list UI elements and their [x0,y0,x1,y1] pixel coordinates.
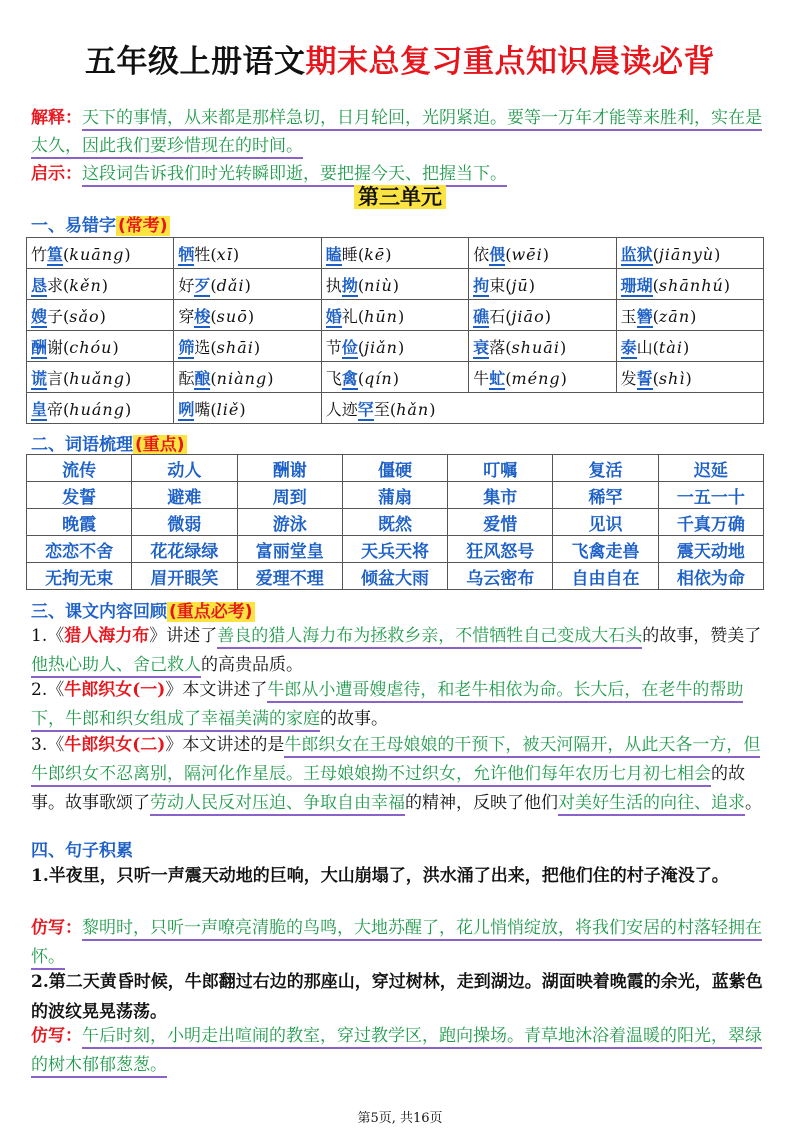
paren: ( [652,275,659,295]
paren: ( [505,244,512,264]
vocabulary-word: 微弱 [132,509,237,536]
table-cell [469,300,616,331]
table-cell [469,269,616,300]
paren: ) [560,368,567,388]
vocabulary-word: 千真万确 [658,509,763,536]
highlight-character: 衰 [473,337,490,357]
table-row [27,331,764,362]
table-cell [174,331,321,362]
char-suffix: 谢 [47,337,64,357]
char-suffix: 礼 [341,306,358,326]
vocabulary-word: 复活 [553,455,658,482]
page-title [0,36,800,81]
highlight-character: 虻 [489,368,506,388]
pinyin: kěn [69,275,102,295]
misspelled-characters-table [26,237,764,424]
vocabulary-word: 自由自在 [553,563,658,590]
paren: ) [124,399,132,419]
section-3-tag: (重点必考) [169,602,253,622]
explanation-paragraph: 解释：天下的事情，从来都是那样急切，日月轮回，光阴紧迫。要等一万年才能等来胜利，实在是太久，因此我们要珍惜现在的时间。 [31,104,776,160]
sentence-1: 1.半夜里，只听一声震天动地的巨响，大山崩塌了，洪水涌了出来，把他们住的村子淹没了。 [31,866,729,886]
paren: ) [112,337,119,357]
imitation-label: 仿写 [31,1026,65,1046]
paren: ) [685,368,692,388]
pinyin: dǎi [216,275,245,295]
lesson-name: 牛郎织女(一) [64,680,166,700]
vocabulary-word: 叮嘱 [448,455,553,482]
paren: ( [652,244,659,264]
char-prefix: 人迹 [325,399,358,419]
table-cell [174,393,321,424]
table-cell [321,300,468,331]
highlight-character: 泰 [620,337,637,357]
pinyin: hǎn [396,399,430,419]
highlight-character: 梭 [194,306,211,326]
table-cell [27,300,174,331]
paren: ) [392,368,399,388]
title-part-red: 期末总复习重点知识晨读必背 [305,44,715,80]
highlight-character: 皇 [31,399,48,419]
table-cell [616,362,763,393]
vocabulary-word: 相依为命 [658,563,763,590]
title-part-black: 五年级上册语文 [85,44,306,80]
paren: ( [210,368,217,388]
vocabulary-table [26,454,764,590]
paren: ) [397,306,405,326]
insight-text: 这段词告诉我们时光转瞬即逝，要把握今天、把握当下。 [82,164,507,187]
vocabulary-word: 眉开眼笑 [132,563,237,590]
bracket-open: 《 [47,735,65,755]
insight-paragraph: 启示：这段词告诉我们时光转瞬即逝，要把握今天、把握当下。 [31,160,776,188]
paren: ( [63,368,70,388]
pinyin: zān [658,306,691,326]
table-cell [27,362,174,393]
highlight-character: 酿 [194,368,211,388]
lesson-summary: 善良的猎人海力布为拯救乡亲，不惜牺牲自己变成大石头 [217,626,642,649]
pinyin: kē [364,244,386,264]
paren: ( [210,337,217,357]
vocabulary-word: 僵硬 [342,455,447,482]
table-cell [321,331,468,362]
paren: ( [210,399,217,419]
table-cell [27,238,174,269]
lesson-name: 猎人海力布 [64,626,150,646]
vocabulary-word: 动人 [132,455,237,482]
table-cell [174,238,321,269]
pinyin: huáng [69,399,125,419]
pinyin: niàng [216,368,268,388]
vocabulary-word: 狂风怒号 [448,536,553,563]
vocabulary-word: 乌云密布 [448,563,553,590]
paren: ( [357,306,365,326]
paren: ( [652,306,659,326]
paren: ( [357,337,365,357]
pinyin: qín [364,368,393,388]
highlight-character: 珊瑚 [620,275,653,295]
paren: ) [247,306,255,326]
highlight-character: 恳 [31,275,48,295]
paren: ) [232,244,240,264]
table-cell [616,269,763,300]
pinyin: shuāi [511,337,560,357]
char-suffix: 牲 [194,244,211,264]
vocabulary-word: 飞禽走兽 [553,536,658,563]
imitation-text: 午后时刻，小明走出喧闹的教室，穿过教学区，跑向操场。青草地沐浴着温暖的阳光，翠绿的树木郁郁葱葱。 [31,1026,762,1078]
paren: ) [124,244,131,264]
ending-text: 的高贵品质。 [201,655,303,675]
section-2-tag: (重点) [135,435,185,455]
table-cell [321,362,468,393]
paren: ( [63,337,70,357]
pinyin: jiāo [511,306,545,326]
page-footer: 第5页, 共16页 [357,1111,443,1126]
char-prefix: 竹 [31,244,48,264]
ending-text: 。 [745,793,762,813]
table-row [27,482,764,509]
pinyin: chóu [69,337,113,357]
char-prefix: 依 [473,244,490,264]
paren: ( [652,337,659,357]
lesson-summary: 牛郎织女在王母娘娘的干预下，被天河隔开，从此天各一方，但牛郎织女不忍离别，隔河化作星辰。王母娘娘拗不过织女，允许他们每年农历七月初七相会 [31,735,760,787]
pinyin: jū [511,275,529,295]
char-prefix: 发 [620,368,637,388]
unit-heading [0,181,800,211]
section-2-title: 二、词语梳理 [31,435,133,455]
paren: ) [723,275,731,295]
table-cell [469,331,616,362]
highlight-character: 筛 [178,337,195,357]
highlight-character: 簪 [636,306,653,326]
pinyin: hūn [364,306,398,326]
vocabulary-word: 富丽堂皇 [237,536,342,563]
table-row [27,269,764,300]
char-suffix: 至 [373,399,390,419]
char-prefix: 飞 [325,368,342,388]
imitation-label: 仿写 [31,918,65,938]
paren: ) [397,337,405,357]
table-cell [616,238,763,269]
char-prefix: 玉 [620,306,637,326]
text-review-item-2 [31,676,776,734]
vocabulary-word: 迟延 [658,455,763,482]
section-4-title: 四、句子积累 [31,841,133,861]
table-row [27,238,764,269]
table-cell [174,362,321,393]
paren: ( [389,399,397,419]
highlight-character: 瞌 [325,244,342,264]
paren: ( [63,244,70,264]
vocabulary-word: 周到 [237,482,342,509]
pinyin: wēi [511,244,543,264]
vocabulary-word: 花花绿绿 [132,536,237,563]
vocabulary-word: 爱惜 [448,509,553,536]
section-3-title: 三、课文内容回顾 [31,602,167,622]
paren: ) [690,306,697,326]
paren: ( [652,368,659,388]
highlight-character: 礁 [473,306,490,326]
item-number: 2. [31,680,48,700]
highlight-character: 咧 [178,399,195,419]
highlight-character: 拘 [473,275,490,295]
vocabulary-word: 无拘无束 [27,563,132,590]
char-prefix: 节 [325,337,342,357]
bracket-open: 《 [47,680,65,700]
highlight-character: 婚 [325,306,342,326]
char-prefix: 好 [178,275,195,295]
char-suffix: 子 [47,306,64,326]
table-cell [174,269,321,300]
table-cell [174,300,321,331]
highlight-character: 偎 [489,244,506,264]
table-row [27,455,764,482]
section-3-heading [31,597,255,622]
paren: ) [682,337,690,357]
pinyin: suō [216,306,248,326]
highlight-character: 歹 [194,275,211,295]
table-cell [616,300,763,331]
table-cell [321,269,468,300]
paren: ( [210,244,217,264]
paren: ) [542,244,549,264]
vocabulary-word: 游泳 [237,509,342,536]
ending-text: 的故事。 [320,709,388,729]
pinyin: niù [364,275,393,295]
item-number: 3. [31,735,48,755]
highlight-character: 嫂 [31,306,48,326]
vocabulary-word: 爱理不理 [237,563,342,590]
pinyin: sǎo [69,306,100,326]
vocabulary-word: 恋恋不舍 [27,536,132,563]
table-row [27,300,764,331]
connector-text: 的故事。故事歌颂了 [31,764,745,813]
table-cell [469,362,616,393]
section-1-heading [31,211,170,236]
paren: ) [714,244,721,264]
vocabulary-word: 天兵天将 [342,536,447,563]
char-suffix: 言 [47,368,64,388]
paren: ) [528,275,535,295]
paren: ) [267,368,274,388]
vocabulary-word: 蒲扇 [342,482,447,509]
highlight-character: 酬 [31,337,48,357]
paren: ( [505,368,512,388]
char-suffix: 落 [489,337,506,357]
paren: ) [244,275,251,295]
pinyin: méng [511,368,561,388]
lesson-aspiration: 对美好生活的向往、追求 [558,793,745,816]
item-number: 1. [31,626,48,646]
paren: ) [559,337,567,357]
paren: ) [101,275,108,295]
text-review-item-1 [31,622,776,680]
vocabulary-word: 见识 [553,509,658,536]
highlight-character: 篁 [47,244,64,264]
sentence-2: 2.第二天黄昏时候，牛郎翻过右边的那座山，穿过树林，走到湖边。湖面映着晚霞的余光，蓝紫色的波纹晃晃荡荡。 [31,972,763,1022]
highlight-character: 禽 [341,368,358,388]
lesson-intro: 》讲述了 [149,626,218,646]
vocabulary-word: 酬谢 [237,455,342,482]
lesson-intro: 》本文讲述了 [165,680,268,700]
char-prefix: 牛 [473,368,490,388]
pinyin: shì [658,368,686,388]
section-2-heading [31,430,187,455]
pinyin: huǎng [69,368,125,388]
table-cell [27,269,174,300]
section-1-tag: (常考) [118,216,168,236]
char-suffix: 选 [194,337,211,357]
section-1-title: 一、易错字 [31,216,116,236]
paren: ) [544,306,551,326]
paren: ) [124,368,132,388]
pinyin: shānhú [658,275,724,295]
table-row [27,509,764,536]
table-cell [321,393,763,424]
paren: ( [357,275,365,295]
paren: ) [392,275,400,295]
unit-title: 第三单元 [354,185,446,209]
paren: ( [63,275,70,295]
highlight-character: 拗 [341,275,358,295]
vocabulary-word: 稀罕 [553,482,658,509]
pinyin: jiǎn [364,337,398,357]
char-suffix: 帝 [47,399,64,419]
paren: ) [253,337,261,357]
char-suffix: 睡 [341,244,358,264]
section-4-heading [31,836,133,861]
pinyin: liě [216,399,240,419]
vocabulary-word: 集市 [448,482,553,509]
table-row [27,536,764,563]
lesson-summary: 牛郎从小遭哥嫂虐待，和老牛相依为命。长大后，在老牛的帮助下，牛郎和织女组成了幸福美满的家庭 [31,680,743,732]
vocabulary-word: 既然 [342,509,447,536]
paren: ( [210,275,217,295]
insight-label: 启示 [31,164,65,184]
paren: ) [239,399,246,419]
paren: ( [63,399,70,419]
highlight-character: 俭 [341,337,358,357]
paren: ( [357,244,365,264]
bracket-open: 《 [47,626,65,646]
connector-text-2: 的精神，反映了他们 [405,793,558,813]
highlight-character: 谎 [31,368,48,388]
char-prefix: 执 [325,275,342,295]
paren: ( [357,368,365,388]
vocabulary-word: 震天动地 [658,536,763,563]
explanation-label: 解释 [31,108,65,128]
char-suffix: 石 [489,306,506,326]
highlight-character: 监狱 [620,244,653,264]
vocabulary-word: 避难 [132,482,237,509]
pinyin: jiānyù [658,244,715,264]
paren: ( [63,306,70,326]
highlight-character: 誓 [636,368,653,388]
lesson-name: 牛郎织女(二) [64,735,166,755]
vocabulary-word: 一五一十 [658,482,763,509]
paren: ( [210,306,217,326]
paren: ( [505,275,512,295]
pinyin: kuāng [69,244,125,264]
vocabulary-word: 发誓 [27,482,132,509]
table-row [27,563,764,590]
lesson-quality: 他热心助人、舍己救人 [31,655,201,678]
explanation-text: 天下的事情，从来都是那样急切，日月轮回，光阴紧迫。要等一万年才能等来胜利，实在是太久，因此我们要珍惜现在的时间。 [31,108,762,159]
table-row [27,362,764,393]
char-suffix: 山 [636,337,653,357]
connector-text: 的故事，赞美了 [642,626,762,646]
vocabulary-word: 流传 [27,455,132,482]
paren: ( [505,337,512,357]
vocabulary-word: 倾盆大雨 [342,563,447,590]
vocabulary-word: 晚霞 [27,509,132,536]
table-cell [27,331,174,362]
highlight-character: 牺 [178,244,195,264]
char-prefix: 酝 [178,368,195,388]
imitation-1: 仿写：黎明时，只听一声嘹亮清脆的鸟鸣，大地苏醒了，花儿悄悄绽放，将我们安居的村落轻拥在怀。 [31,914,776,972]
highlight-character: 罕 [357,399,374,419]
table-cell [469,238,616,269]
char-suffix: 求 [47,275,64,295]
paren: ) [99,306,106,326]
pinyin: tài [658,337,683,357]
paren: ) [385,244,392,264]
table-row [27,393,764,424]
char-suffix: 嘴 [194,399,211,419]
paren: ) [429,399,436,419]
pinyin: xī [216,244,233,264]
lesson-intro: 》本文讲述的是 [165,735,285,755]
text-review-item-3 [31,731,776,818]
char-prefix: 穿 [178,306,195,326]
imitation-2: 仿写：午后时刻，小明走出喧闹的教室，穿过教学区，跑向操场。青草地沐浴着温暖的阳光，翠绿的树木郁郁葱葱。 [31,1022,776,1080]
char-suffix: 束 [489,275,506,295]
imitation-text: 黎明时，只听一声嘹亮清脆的鸟鸣，大地苏醒了，花儿悄悄绽放，将我们安居的村落轻拥在怀。 [31,918,762,970]
table-cell [321,238,468,269]
pinyin: shāi [216,337,254,357]
paren: ( [505,306,512,326]
lesson-theme: 劳动人民反对压迫、争取自由幸福 [150,793,405,816]
table-cell [616,331,763,362]
table-cell [27,393,174,424]
